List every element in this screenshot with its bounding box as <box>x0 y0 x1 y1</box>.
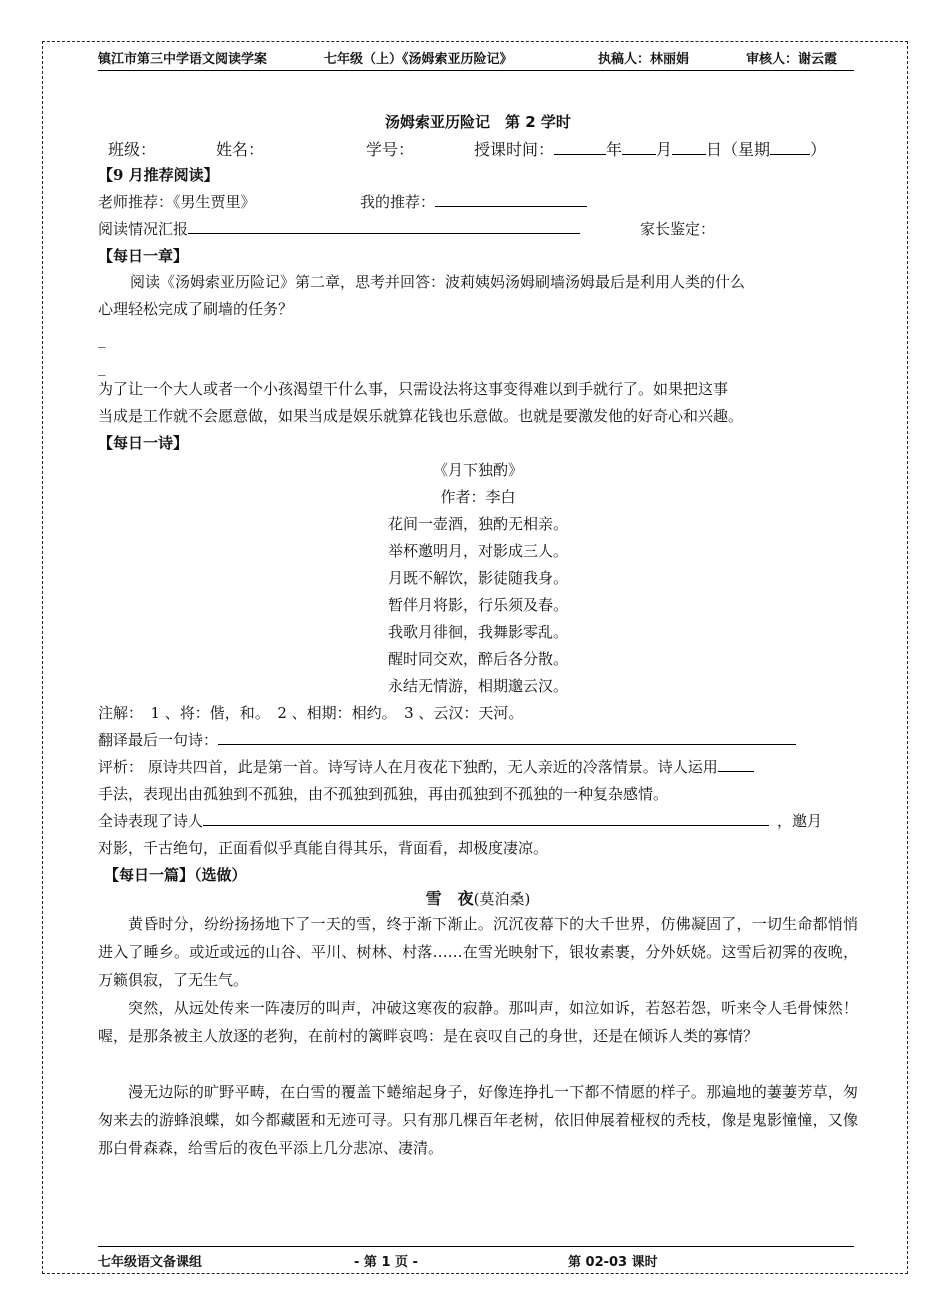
page-footer <box>98 1246 854 1269</box>
translate-blank[interactable] <box>218 729 796 745</box>
header-reviewer: 审核人：谢云霞 <box>746 52 838 67</box>
whole-row <box>98 810 822 832</box>
my-recommend-blank[interactable] <box>435 191 587 207</box>
header-author: 执稿人：林丽娟 <box>598 52 690 67</box>
article-author: (莫泊桑) <box>473 890 531 908</box>
page-header <box>98 48 854 71</box>
technique-blank[interactable] <box>718 756 754 772</box>
comment-text-1: 评析： 原诗共四首，此是第一首。诗写诗人在月夜花下独酌，无人亲近的冷落情景。诗人运用 <box>98 758 718 776</box>
chapter-heading: 【每日一章】 <box>98 247 189 265</box>
poem-line: 永结无情游，相期邈云汉。 <box>387 677 568 695</box>
article-title: 雪 夜 <box>425 889 474 908</box>
whole-blank[interactable] <box>203 810 769 826</box>
poem-line: 花间一壶酒，独酌无相亲。 <box>387 515 568 533</box>
class-time-row <box>474 139 826 161</box>
translate-label: 翻译最后一句诗： <box>98 731 219 749</box>
month-blank[interactable] <box>622 139 656 155</box>
chapter-question-1: 阅读《汤姆索亚历险记》第二章，思考并回答：波莉姨妈汤姆刷墙汤姆最后是利用人类的什么 <box>130 273 746 291</box>
article-paragraph-1: 黄昏时分，纷纷扬扬地下了一天的雪，终于渐下渐止。沉沉夜幕下的大千世界，仿佛凝固了，一切生命都悄悄进入了睡乡。或近或远的山谷、平川、树林、村落……在雪光映射下，银妆素裹，分外妖娆。这雪后初霁的夜晚，万籁俱寂，了无生气。 <box>98 915 858 989</box>
number-label: 学号： <box>366 140 415 159</box>
class-label: 班级： <box>108 140 157 159</box>
page-title: 汤姆索亚历险记 第 2 学时 <box>385 113 571 131</box>
answer-dash-2: _ <box>98 358 106 376</box>
translate-row <box>98 729 796 751</box>
day-blank[interactable] <box>672 139 706 155</box>
poem-line: 醒时同交欢，醉后各分散。 <box>387 650 568 668</box>
chapter-answer-1: 为了让一个大人或者一个小孩渴望干什么事，只需设法将这事变得难以到手就行了。如果把这事 <box>98 380 729 398</box>
footer-period: 第 02-03 课时 <box>568 1255 658 1270</box>
reading-report <box>98 218 580 240</box>
my-recommend-label: 我的推荐： <box>360 193 436 211</box>
name-label: 姓名： <box>216 140 265 159</box>
whole-tail: ，邀月 <box>777 812 823 830</box>
year-blank[interactable] <box>554 139 606 155</box>
article-heading: 【每日一篇】（选做） <box>104 866 247 884</box>
comment-text-2: 手法，表现出由孤独到不孤独，由不孤独到孤独，再由孤独到不孤独的一种复杂感情。 <box>98 785 669 803</box>
reading-report-label: 阅读情况汇报 <box>98 220 189 238</box>
article-paragraph-3: 漫无边际的旷野平畴，在白雪的覆盖下蜷缩起身子，好像连挣扎一下都不情愿的样子。那遍地的萋萋芳草，匆匆来去的游蜂浪蝶，如今都藏匿和无迹可寻。只有那几棵百年老树，依旧伸展着桠杈的秃枝，像是鬼影憧憧，又像那白骨森森，给雪后的夜色平添上几分悲凉、凄清。 <box>98 1083 858 1157</box>
parent-label: 家长鉴定： <box>640 220 716 238</box>
chapter-question-2: 心理轻松完成了刷墙的任务？ <box>98 300 294 318</box>
article-title-row <box>98 888 858 910</box>
poem-line: 暂伴月将影，行乐须及春。 <box>387 596 568 614</box>
footer-page-number: - 第 1 页 - <box>354 1255 418 1270</box>
header-grade-book: 七年级（上）《汤姆索亚历险记》 <box>324 52 513 67</box>
recommend-heading: 【9 月推荐阅读】 <box>98 166 219 184</box>
poem-line: 我歌月徘徊，我舞影零乱。 <box>387 623 568 641</box>
poem-author: 作者：李白 <box>440 488 516 506</box>
year-label: 年 <box>606 140 623 159</box>
poem-heading: 【每日一诗】 <box>98 434 189 452</box>
chapter-answer-2: 当成是工作就不会愿意做，如果当成是娱乐就算花钱也乐意做。也就是要激发他的好奇心和兴趣。 <box>98 407 744 425</box>
article-paragraph-2: 突然，从远处传来一阵凄厉的叫声，冲破这寒夜的寂静。那叫声，如泣如诉，若怒若怨，听来令人毛骨悚然！喔，是那条被主人放逐的老狗，在前村的篱畔哀鸣：是在哀叹自己的身世，还是在倾诉人类的寡情？ <box>98 999 858 1045</box>
footer-group: 七年级语文备课组 <box>98 1255 203 1270</box>
poem-notes: 注解： 1 、将：偕，和。 2 、相期：相约。 3 、云汉：天河。 <box>98 704 524 722</box>
poem-line: 月既不解饮，影徒随我身。 <box>387 569 568 587</box>
whole-label: 全诗表现了诗人 <box>98 812 204 830</box>
whole-text-2: 对影，千古绝句，正面看似乎真能自得其乐，背面看，却极度凄凉。 <box>98 839 549 857</box>
close-paren: ） <box>810 140 827 159</box>
time-label: 授课时间： <box>474 140 555 159</box>
header-school: 镇江市第三中学语文阅读学案 <box>98 52 268 67</box>
day-week-label: 日（星期 <box>706 140 771 159</box>
poem-title: 《月下独酌》 <box>432 461 523 479</box>
answer-dash-1: _ <box>98 330 106 348</box>
week-blank[interactable] <box>770 139 810 155</box>
month-label: 月 <box>656 140 673 159</box>
teacher-recommend: 老师推荐：《男生贾里》 <box>98 193 256 211</box>
reading-report-blank[interactable] <box>188 218 580 234</box>
poem-line: 举杯邀明月，对影成三人。 <box>387 542 568 560</box>
comment-row-1 <box>98 756 754 778</box>
my-recommend <box>360 191 587 213</box>
